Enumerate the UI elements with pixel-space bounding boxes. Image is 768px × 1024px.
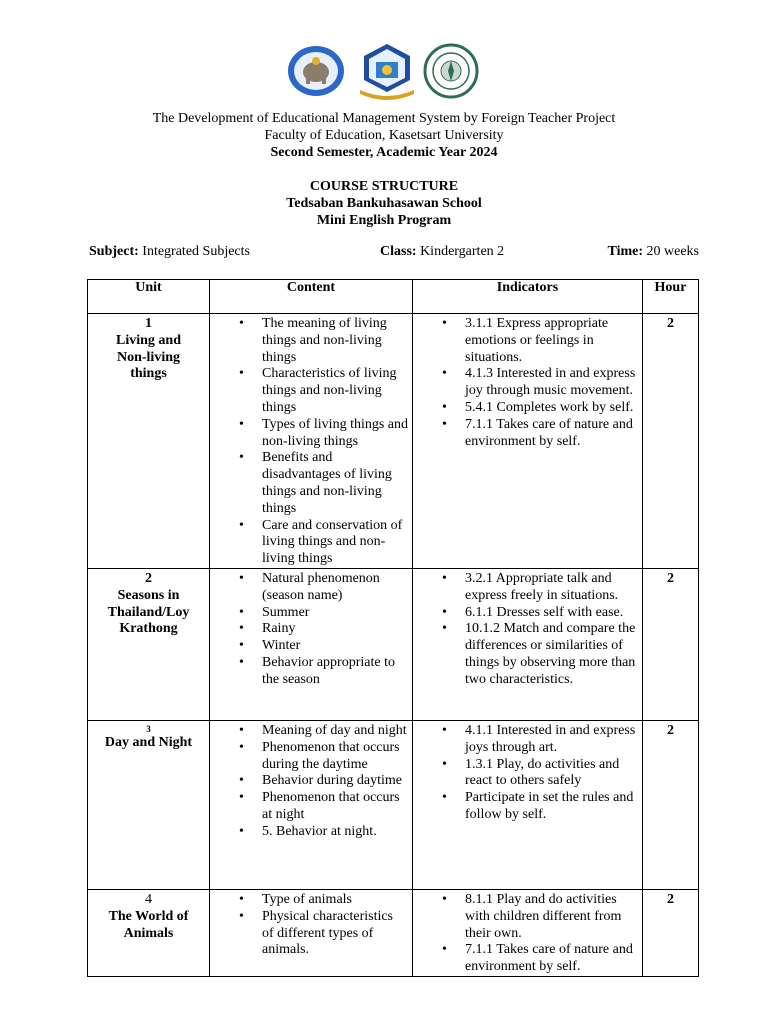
indicator-item: • 7.1.1 Takes care of nature and environment by self. xyxy=(413,417,642,451)
content-item: • Physical characteristics of different types of animals. xyxy=(210,909,412,959)
unit-name-line: Krathong xyxy=(119,621,178,637)
content-item: • Rainy xyxy=(210,621,412,638)
unit-cell xyxy=(88,314,210,569)
unit-name-line: Animals xyxy=(123,925,174,941)
school-logo xyxy=(286,45,346,97)
unit-number: 1 xyxy=(145,316,152,331)
content-cell xyxy=(210,720,413,889)
program-name: Mini English Program xyxy=(316,213,452,228)
faculty-line: Faculty of Education, Kasetsart University xyxy=(264,128,504,143)
time-value: 20 weeks xyxy=(646,244,699,259)
content-item: • The meaning of living things and non-living things xyxy=(210,316,412,366)
content-item: • Phenomenon that occurs at night xyxy=(210,790,412,824)
content-cell xyxy=(210,889,413,976)
unit-name-line: Thailand/Loy xyxy=(107,604,190,620)
class-value: Kindergarten 2 xyxy=(420,244,505,259)
content-item: • Meaning of day and night xyxy=(210,723,412,740)
subject-value: Integrated Subjects xyxy=(142,244,250,259)
course-meta xyxy=(89,244,699,262)
unit-name-line: things xyxy=(130,366,167,382)
content-item: • Benefits and disadvantages of living things and non-living things xyxy=(210,450,412,517)
unit-cell xyxy=(88,720,210,889)
table-row xyxy=(88,889,699,976)
table-header-row xyxy=(88,280,699,314)
indicators-cell xyxy=(413,568,643,720)
logo-strip xyxy=(0,42,768,102)
unit-name-line: The World of xyxy=(108,908,189,924)
unit-name-line: Seasons in xyxy=(117,587,180,603)
mep-badge-logo xyxy=(354,42,420,100)
content-item: • Behavior appropriate to the season xyxy=(210,655,412,689)
indicator-item: • 4.1.3 Interested in and express joy through music movement. xyxy=(413,366,642,400)
unit-number: 3 xyxy=(146,723,151,734)
indicator-item: • 10.1.2 Match and compare the differences or similarities of things by observing more than two characteristics. xyxy=(413,621,642,688)
document-title: COURSE STRUCTURE xyxy=(309,179,459,194)
content-item: • Care and conservation of living things and non-living things xyxy=(210,518,412,568)
indicator-item: • 1.3.1 Play, do activities and react to others safely xyxy=(413,757,642,791)
indicator-item: • 3.2.1 Appropriate talk and express freely in situations. xyxy=(413,571,642,605)
content-item: • Behavior during daytime xyxy=(210,773,412,790)
table-row xyxy=(88,568,699,720)
header-content: Content xyxy=(210,280,413,314)
table-row xyxy=(88,314,699,569)
unit-name-line: Day and Night xyxy=(104,734,193,750)
indicator-item: • 4.1.1 Interested in and express joys through art. xyxy=(413,723,642,757)
content-cell xyxy=(210,568,413,720)
header-unit: Unit xyxy=(88,280,210,314)
content-item: • Natural phenomenon (season name) xyxy=(210,571,412,605)
unit-number: 2 xyxy=(145,570,152,586)
content-item: • Types of living things and non-living things xyxy=(210,417,412,451)
unit-name-line: Non-living xyxy=(116,349,180,365)
content-item: • Phenomenon that occurs during the daytime xyxy=(210,740,412,774)
subject-field xyxy=(89,244,250,261)
class-label: Class: xyxy=(380,244,417,259)
content-item: • Summer xyxy=(210,605,412,622)
header-indicators: Indicators xyxy=(413,280,643,314)
content-item: • Type of animals xyxy=(210,892,412,909)
indicator-item: • Participate in set the rules and follow by self. xyxy=(413,790,642,824)
content-item: • Characteristics of living things and non-living things xyxy=(210,366,412,416)
unit-cell xyxy=(88,568,210,720)
indicator-item: • 5.4.1 Completes work by self. xyxy=(413,400,642,417)
class-field xyxy=(380,244,504,261)
indicators-cell xyxy=(413,720,643,889)
kasetsart-university-seal xyxy=(423,43,479,99)
indicators-cell xyxy=(413,314,643,569)
indicator-item: • 6.1.1 Dresses self with ease. xyxy=(413,605,642,622)
indicators-cell xyxy=(413,889,643,976)
hour-cell: 2 xyxy=(643,889,699,976)
indicator-item: • 3.1.1 Express appropriate emotions or feelings in situations. xyxy=(413,316,642,366)
hour-cell: 2 xyxy=(643,568,699,720)
time-label: Time: xyxy=(607,244,643,259)
semester-line: Second Semester, Academic Year 2024 xyxy=(270,145,498,160)
hour-cell: 2 xyxy=(643,720,699,889)
course-structure-table xyxy=(87,279,699,977)
content-cell xyxy=(210,314,413,569)
unit-number: 4 xyxy=(145,891,152,907)
header-hour: Hour xyxy=(643,280,699,314)
indicator-item: • 8.1.1 Play and do activities with children different from their own. xyxy=(413,892,642,942)
content-item: • 5. Behavior at night. xyxy=(210,824,412,841)
content-item: • Winter xyxy=(210,638,412,655)
subject-label: Subject: xyxy=(89,244,139,259)
project-title: The Development of Educational Management System by Foreign Teacher Project xyxy=(152,111,616,126)
table-row xyxy=(88,720,699,889)
time-field xyxy=(607,244,699,261)
school-name: Tedsaban Bankuhasawan School xyxy=(286,196,482,211)
hour-cell: 2 xyxy=(643,314,699,569)
unit-name-line: Living and xyxy=(116,332,181,348)
indicator-item: • 7.1.1 Takes care of nature and environment by self. xyxy=(413,942,642,976)
unit-cell xyxy=(88,889,210,976)
